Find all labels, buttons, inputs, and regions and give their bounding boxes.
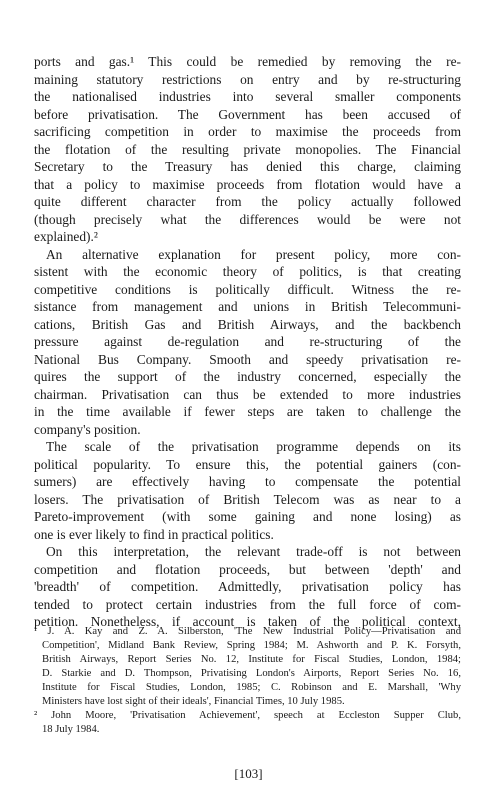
- body-line: tended to protect certain industries from the full force of com-: [34, 596, 461, 612]
- footnote-line: British Airways, Report Series No. 12, Institute for Fiscal Studies, London, 1984;: [42, 654, 461, 665]
- body-line: 'breadth' of competition. Admittedly, privatisation policy has: [34, 579, 461, 594]
- footnote-line: Ministers have lost sight of their ideals', Financial Times, 10 July 1985.: [42, 696, 345, 707]
- body-line: before privatisation. The Government has been accused of: [34, 106, 461, 122]
- body-line: quires the support of the industry concerned, especially the: [34, 369, 461, 384]
- body-line: Secretary to the Treasury has denied this charge, claiming: [34, 159, 461, 174]
- body-line: (though precisely what the differences would be were not: [34, 211, 461, 227]
- body-line: Pareto-improvement (with some gaining and none losing) as: [34, 509, 461, 524]
- page-number: [103]: [234, 766, 263, 781]
- footnotes: [34, 625, 461, 737]
- footnote-line: Institute for Fiscal Studies, London, 1985; C. Robinson and E. Marshall, 'Why: [42, 682, 461, 693]
- footnote-line: ¹ J. A. Kay and Z. A. Silberston, 'The New Industrial Policy—Privatisation and: [34, 626, 461, 637]
- footnote-line: Competition', Midland Bank Review, Spring 1984; M. Ashworth and P. K. Forsyth,: [42, 640, 461, 651]
- paragraph-start-line: An alternative explanation for present policy, more con-: [46, 246, 461, 262]
- body-line: sacrificing competition in order to maximise the proceeds from: [34, 124, 461, 139]
- body-line: the flotation of the resulting private monopolies. The Financial: [34, 141, 461, 157]
- body-line: competitive conditions is politically difficult. Witness the re-: [34, 281, 461, 297]
- body-line: pressure against de-regulation and re-structuring of the: [34, 334, 461, 349]
- body-line: company's position.: [34, 421, 141, 437]
- body-line: sumers) are effectively having to compensate the potential: [34, 474, 461, 489]
- body-line: the nationalised industries into several smaller components: [34, 89, 461, 104]
- body-line: sistent with the economic theory of politics, is that creating: [34, 264, 461, 279]
- body-line: ports and gas.¹ This could be remedied by removing the re-: [34, 54, 461, 69]
- body-line: petition. Nonetheless, if account is taken of the political context,: [34, 614, 461, 629]
- footnote-line: D. Starkie and D. Thompson, Privatising London's Airports, Report Series No. 16,: [42, 668, 461, 679]
- body-line: political popularity. To ensure this, the potential gainers (con-: [34, 456, 461, 472]
- body-line: in the time available if fewer steps are taken to challenge the: [34, 404, 461, 419]
- body-line: losers. The privatisation of British Telecom was as near to a: [34, 491, 461, 507]
- paragraph-start-line: The scale of the privatisation programme depends on its: [46, 439, 461, 454]
- footnote-line: 18 July 1984.: [42, 724, 100, 735]
- body-line: quite different character from the policy actually followed: [34, 194, 461, 209]
- body-line: competition and flotation proceeds, but between 'depth' and: [34, 561, 461, 577]
- body-line: maining statutory restrictions on entry and by re-structuring: [34, 71, 461, 87]
- body-line: explained).²: [34, 229, 98, 244]
- body-text: [34, 53, 461, 631]
- body-line: one is ever likely to find in practical politics.: [34, 526, 274, 542]
- body-line: National Bus Company. Smooth and speedy privatisation re-: [34, 351, 461, 367]
- body-line: cations, British Gas and British Airways, and the backbench: [34, 316, 461, 332]
- body-line: that a policy to maximise proceeds from flotation would have a: [34, 176, 461, 192]
- footnote-line: ² John Moore, 'Privatisation Achievement', speech at Eccleston Supper Club,: [34, 710, 461, 721]
- paragraph-start-line: On this interpretation, the relevant trade-off is not between: [46, 544, 461, 559]
- body-line: sistance from management and unions in British Telecommuni-: [34, 299, 461, 314]
- body-line: chairman. Privatisation can thus be extended to more industries: [34, 386, 461, 402]
